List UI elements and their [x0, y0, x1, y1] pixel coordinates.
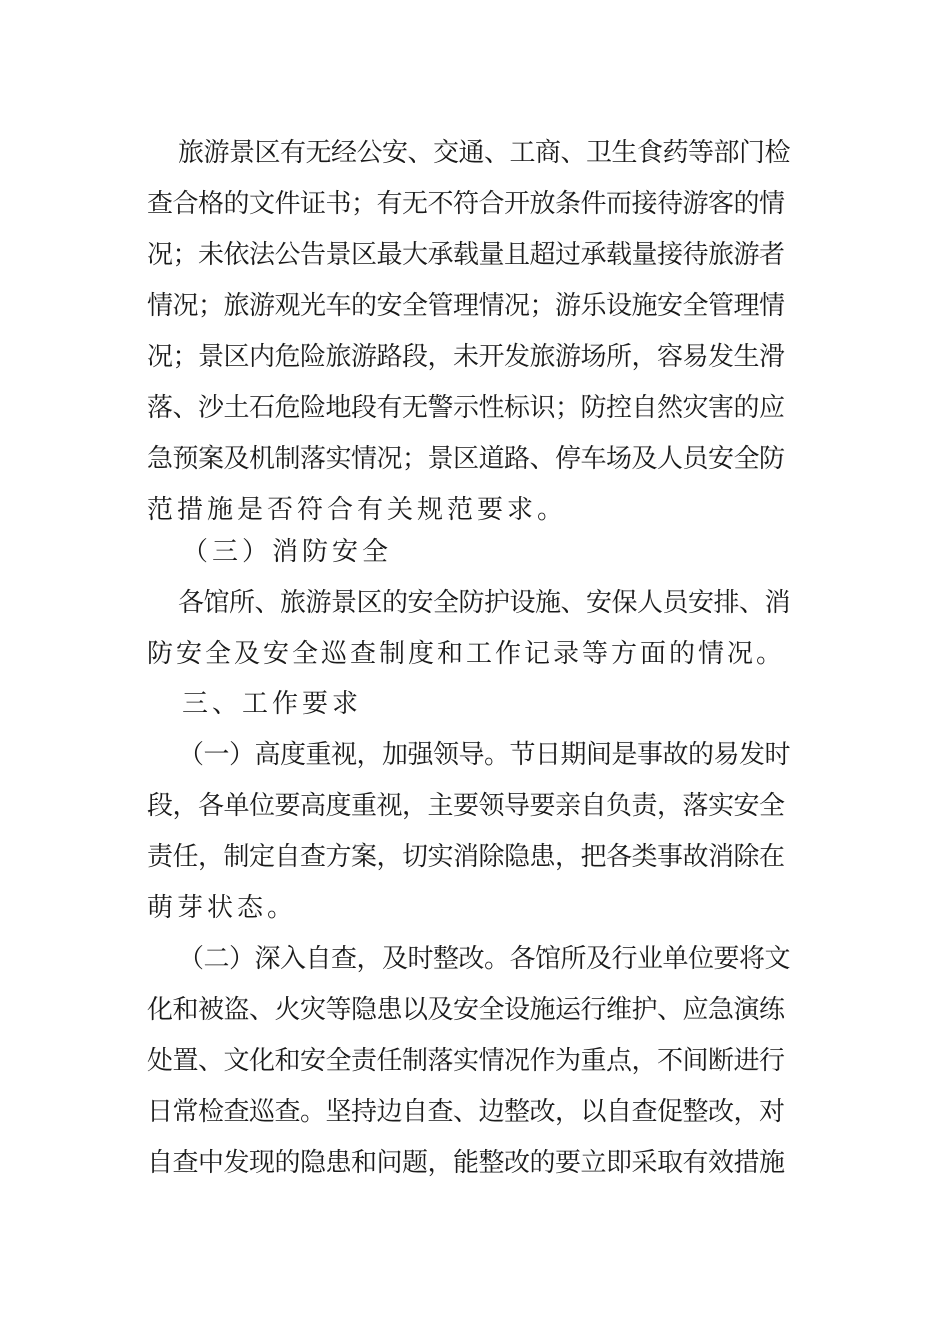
paragraph-line: 查合格的文件证书；有无不符合开放条件而接待游客的情 [147, 189, 785, 219]
paragraph-line: 日常检查巡查。坚持边自查、边整改，以自查促整改，对 [147, 1097, 785, 1127]
paragraph-line: 责任，制定自查方案，切实消除隐患，把各类事故消除在 [147, 842, 785, 872]
section-heading: 三、工作要求 [182, 689, 363, 719]
paragraph-line: 自查中发现的隐患和问题，能整改的要立即采取有效措施 [147, 1148, 785, 1178]
paragraph-line: 况；景区内危险旅游路段，未开发旅游场所，容易发生滑 [147, 342, 785, 372]
paragraph-line: 急预案及机制落实情况；景区道路、停车场及人员安全防 [147, 444, 785, 474]
paragraph-line: 萌芽状态。 [147, 893, 298, 923]
paragraph-line: 情况；旅游观光车的安全管理情况；游乐设施安全管理情 [147, 291, 785, 321]
paragraph-line: 各馆所、旅游景区的安全防护设施、安保人员安排、消 [178, 588, 791, 618]
paragraph-line: 处置、文化和安全责任制落实情况作为重点，不间断进行 [147, 1046, 785, 1076]
section-heading: （三）消防安全 [182, 537, 393, 567]
paragraph-line: 化和被盗、火灾等隐患以及安全设施运行维护、应急演练 [147, 995, 785, 1025]
paragraph-line: 落、沙土石危险地段有无警示性标识；防控自然灾害的应 [147, 393, 785, 423]
paragraph-line: 范措施是否符合有关规范要求。 [147, 495, 568, 525]
paragraph-line: 防安全及安全巡查制度和工作记录等方面的情况。 [147, 639, 786, 669]
paragraph-line: （二）深入自查，及时整改。各馆所及行业单位要将文 [178, 944, 791, 974]
paragraph-line: 段，各单位要高度重视，主要领导要亲自负责，落实安全 [147, 791, 785, 821]
paragraph-line: （一）高度重视，加强领导。节日期间是事故的易发时 [178, 740, 791, 770]
paragraph-line: 旅游景区有无经公安、交通、工商、卫生食药等部门检 [178, 138, 791, 168]
paragraph-line: 况；未依法公告景区最大承载量且超过承载量接待旅游者 [147, 240, 785, 270]
